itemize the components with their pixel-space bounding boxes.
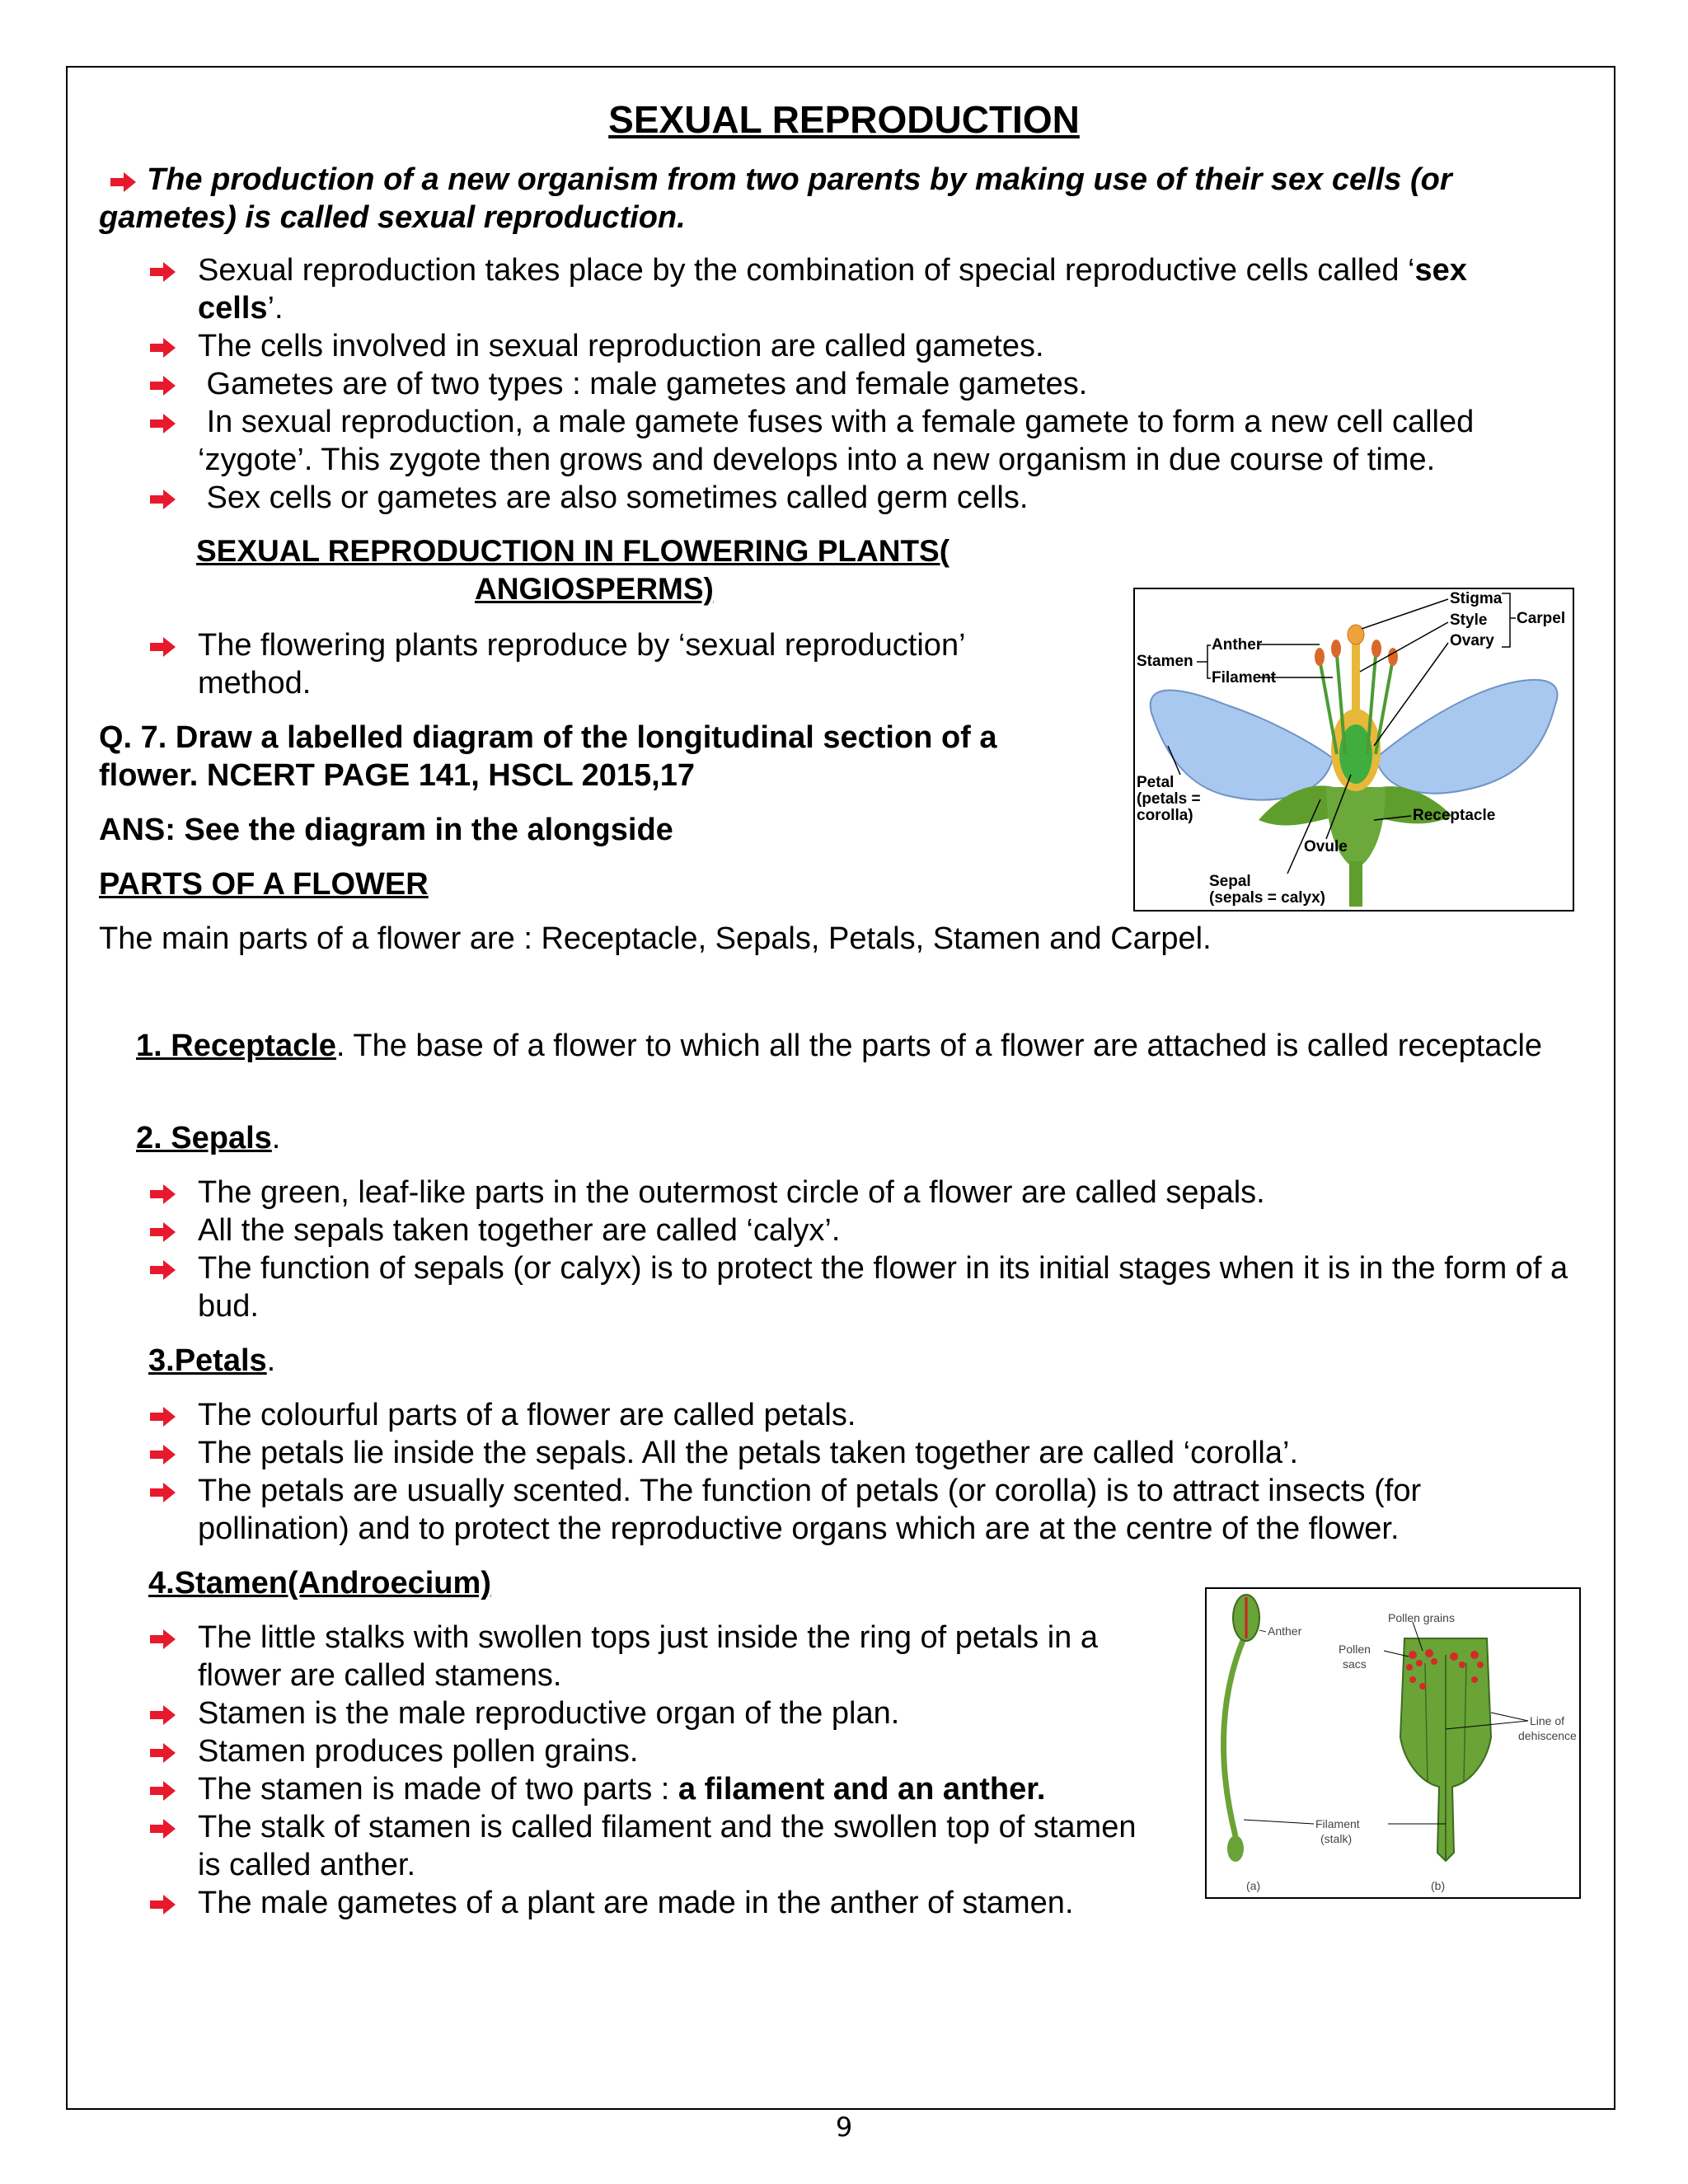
label-anther: Anther [1212, 636, 1263, 654]
red-arrow-icon [148, 1482, 176, 1503]
label-sepal: Sepal [1209, 873, 1251, 890]
bullet-text: The male gametes of a plant are made in the anther of stamen. [198, 1886, 1074, 1920]
red-arrow-icon [148, 337, 176, 359]
bullet-bold-text: a filament and an anther. [678, 1772, 1046, 1807]
receptacle-shape [1326, 787, 1386, 869]
red-arrow-icon [148, 636, 176, 658]
bullet-text: In sexual reproduction, a male gamete fuses with a female gamete to form a new cell called ‘zygote’. This zygote then grows and develops into a new organism in due course of time. [198, 405, 1483, 477]
red-arrow-icon [148, 1221, 176, 1243]
intro-definition [99, 161, 1566, 237]
label-pollen-sacs-2: sacs [1343, 1657, 1367, 1671]
anther-left-1 [1315, 648, 1325, 666]
receptacle-paragraph [99, 1027, 1566, 1065]
bullet-bold-text: sex cells [198, 253, 1467, 326]
red-arrow-icon [109, 171, 137, 193]
red-arrow-icon [148, 1406, 176, 1427]
bullet-text: The cells involved in sexual reproduction are called gametes. [198, 329, 1044, 363]
receptacle-heading: 1. Receptacle [136, 1029, 336, 1063]
filament-base [1227, 1835, 1244, 1862]
label-stamen: Stamen [1137, 653, 1193, 670]
stamen-heading: 4.Stamen(Androecium) [148, 1566, 491, 1601]
label-pollen-sacs: Pollen [1339, 1643, 1371, 1656]
question-text: Q. 7. Draw a labelled diagram of the longitudinal section of a flower. NCERT PAGE 141, HSCL 2015,17 [99, 720, 997, 793]
label-petal: Petal [1137, 774, 1175, 791]
label-a: (a) [1246, 1879, 1261, 1892]
left-petal [1151, 691, 1333, 800]
bullet-text: Stamen is the male reproductive organ of the plan. [198, 1696, 900, 1731]
red-arrow-icon [148, 1818, 176, 1840]
page-title: SEXUAL REPRODUCTION [608, 98, 1080, 141]
red-arrow-icon [148, 413, 176, 434]
bullet-text: The little stalks with swollen tops just inside the ring of petals in a flower are called stamens. [198, 1620, 1098, 1693]
sepals-heading-wrap: 2. Sepals. [136, 1121, 281, 1155]
bullet-text: Gametes are of two types : male gametes and female gametes. [198, 367, 1088, 401]
red-arrow-icon [148, 1629, 176, 1650]
label-stigma: Stigma [1450, 590, 1503, 607]
anther-right-1 [1388, 648, 1398, 666]
label-petal-3: corolla) [1137, 807, 1193, 824]
bullet-text: ’. [267, 291, 284, 326]
label-anther-a: Anther [1268, 1624, 1302, 1638]
label-filament-stalk: (stalk) [1320, 1832, 1353, 1845]
stamen-illustration [1207, 1589, 1579, 1897]
style [1352, 639, 1360, 721]
red-arrow-icon [148, 1259, 176, 1281]
parts-text: The main parts of a flower are : Receptacle, Sepals, Petals, Stamen and Carpel. [99, 921, 1212, 956]
label-dehiscence: dehiscence [1518, 1729, 1577, 1742]
label-line-of: Line of [1530, 1714, 1565, 1727]
label-ovary: Ovary [1450, 632, 1494, 649]
red-arrow-icon [148, 1742, 176, 1764]
anther-right-2 [1372, 640, 1381, 658]
stalk [1349, 861, 1362, 907]
red-arrow-icon [148, 1780, 176, 1802]
parts-heading: PARTS OF A FLOWER [99, 867, 429, 902]
bullet-text: All the sepals taken together are called ‘calyx’. [198, 1213, 841, 1248]
label-carpel: Carpel [1517, 610, 1566, 627]
label-receptacle: Receptacle [1413, 807, 1496, 824]
anther-left-2 [1331, 640, 1341, 658]
receptacle-text: . The base of a flower to which all the parts of a flower are attached is called receptacle [335, 1029, 1543, 1063]
label-style: Style [1450, 612, 1488, 629]
stamen-diagram [1205, 1587, 1581, 1899]
bullet-text: The colourful parts of a flower are called petals. [198, 1398, 856, 1432]
red-arrow-icon [148, 1183, 176, 1205]
bullet-text: The stamen is made of two parts : [198, 1772, 678, 1807]
petals-heading: 3.Petals [148, 1343, 267, 1378]
label-filament-b: Filament [1315, 1817, 1360, 1830]
bullet-text: The flowering plants reproduce by ‘sexual reproduction’ method. [198, 628, 965, 701]
label-pollen-grains: Pollen grains [1388, 1611, 1455, 1624]
bullet-text: Sex cells or gametes are also sometimes called germ cells. [198, 480, 1029, 515]
flower-section-illustration [1135, 589, 1573, 910]
label-ovule: Ovule [1304, 838, 1348, 855]
bullet-text: The petals are usually scented. The function of petals (or corolla) is to attract insects (for pollination) and to protect the reproductive organs which are at the centre of the flower. [198, 1474, 1422, 1546]
petals-heading-wrap: 3.Petals. [148, 1343, 276, 1378]
red-arrow-icon [148, 261, 176, 283]
intro-text: The production of a new organism from two parents by making use of their sex cells (or gametes) is called sexual reproduction. [99, 162, 1452, 235]
label-b: (b) [1431, 1879, 1446, 1892]
label-filament: Filament [1212, 669, 1277, 687]
flower-diagram [1133, 588, 1574, 912]
red-arrow-icon [148, 375, 176, 396]
red-arrow-icon [148, 489, 176, 510]
red-arrow-icon [148, 1444, 176, 1465]
bullet-text: Stamen produces pollen grains. [198, 1734, 639, 1769]
label-sepal-2: (sepals = calyx) [1209, 889, 1326, 907]
stigma [1348, 625, 1364, 644]
page-number: 9 [835, 2111, 853, 2143]
section-heading-flowering-plants: SEXUAL REPRODUCTION IN FLOWERING PLANTS( [196, 534, 950, 568]
right-petal [1376, 680, 1558, 794]
bullet-text: The petals lie inside the sepals. All the petals taken together are called ‘corolla’. [198, 1436, 1299, 1470]
bullet-text: The function of sepals (or calyx) is to protect the flower in its initial stages when it is in the form of a bud. [198, 1251, 1568, 1324]
bullet-text: The green, leaf-like parts in the outermost circle of a flower are called sepals. [198, 1175, 1265, 1210]
filament-stalk [1224, 1638, 1244, 1836]
bullet-text: The stalk of stamen is called filament and the swollen top of stamen is called anther. [198, 1810, 1137, 1882]
section-heading-flowering-plants-line2: ANGIOSPERMS) [475, 572, 714, 606]
sepals-heading: 2. Sepals [136, 1121, 272, 1155]
red-arrow-icon [148, 1704, 176, 1726]
red-arrow-icon [148, 1894, 176, 1915]
label-petal-2: (petals = [1137, 790, 1201, 808]
answer-text: ANS: See the diagram in the alongside [99, 813, 673, 847]
bullet-text: Sexual reproduction takes place by the combination of special reproductive cells called ‘ [198, 253, 1415, 288]
